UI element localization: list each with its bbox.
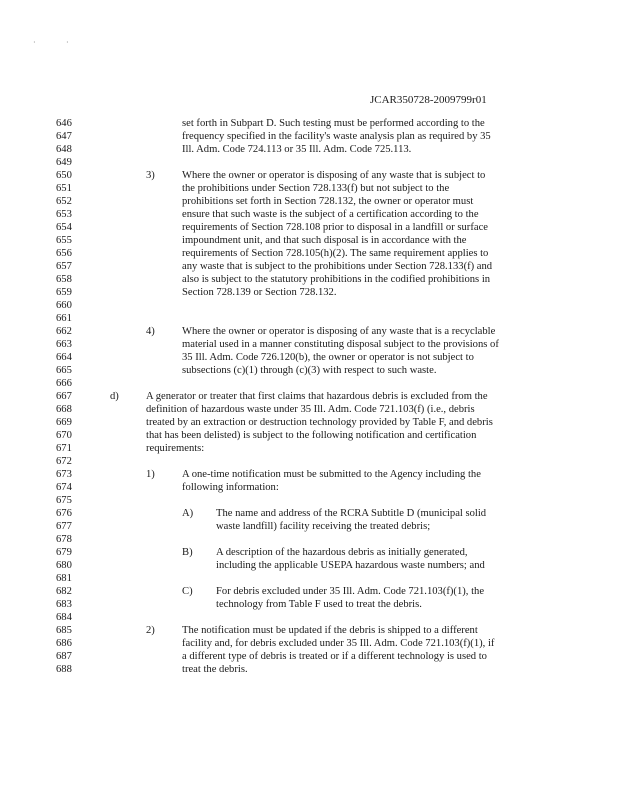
line-number: 681 [56, 573, 72, 584]
text-line: material used in a manner constituting disposal subject to the provisions of [182, 339, 499, 350]
line-number: 667 [56, 391, 72, 402]
text-line: any waste that is subject to the prohibitions under Section 728.133(f) and [182, 261, 493, 272]
line-number: 649 [56, 157, 72, 168]
text-line: Section 728.139 or Section 728.132. [182, 287, 337, 298]
line-number: 672 [56, 456, 72, 467]
text-line: A one-time notification must be submitted to the Agency including the [182, 469, 481, 480]
line-number: 657 [56, 261, 72, 272]
line-number: 660 [56, 300, 72, 311]
text-line: treated by an extraction or destruction technology provided by Table F, and debris [146, 417, 493, 428]
line-number: 682 [56, 586, 72, 597]
document-header: JCAR350728-2009799r01 [370, 94, 487, 106]
line-number: 685 [56, 625, 72, 636]
line-number: 686 [56, 638, 72, 649]
line-number: 679 [56, 547, 72, 558]
text-line: requirements: [146, 443, 205, 454]
line-number: 684 [56, 612, 72, 623]
line-number: 673 [56, 469, 72, 480]
line-number: 647 [56, 131, 72, 142]
line-number: 683 [56, 599, 72, 610]
line-number: 666 [56, 378, 72, 389]
item-label-A: A) [182, 508, 194, 519]
line-number: 646 [56, 118, 72, 129]
item-label-d: d) [110, 391, 119, 402]
text-line: that has been delisted) is subject to the following notification and certification [146, 430, 477, 441]
text-line: For debris excluded under 35 Ill. Adm. Code 721.103(f)(1), the [216, 586, 485, 597]
text-line: Where the owner or operator is disposing of any waste that is a recyclable [182, 326, 496, 337]
text-line: following information: [182, 482, 279, 493]
text-line: prohibitions set forth in Section 728.132, the owner or operator must [182, 196, 474, 207]
text-line: frequency specified in the facility's waste analysis plan as required by 35 [182, 131, 491, 142]
text-line: Where the owner or operator is disposing of any waste that is subject to [182, 170, 486, 181]
line-number: 658 [56, 274, 72, 285]
text-line: Ill. Adm. Code 724.113 or 35 Ill. Adm. Code 725.113. [182, 144, 412, 155]
text-line: A description of the hazardous debris as initially generated, [216, 547, 468, 558]
line-number: 669 [56, 417, 72, 428]
text-line: set forth in Subpart D. Such testing must be performed according to the [182, 118, 485, 129]
text-line: 35 Ill. Adm. Code 726.120(b), the owner or operator is not subject to [182, 352, 474, 363]
text-line: facility and, for debris excluded under 35 Ill. Adm. Code 721.103(f)(1), if [182, 638, 495, 649]
line-number: 680 [56, 560, 72, 571]
line-number: 659 [56, 287, 72, 298]
line-number: 653 [56, 209, 72, 220]
text-line: The name and address of the RCRA Subtitle D (municipal solid [216, 508, 487, 519]
item-label-C: C) [182, 586, 193, 597]
text-line: subsections (c)(1) through (c)(3) with respect to such waste. [182, 365, 437, 376]
line-number: 678 [56, 534, 72, 545]
line-number: 671 [56, 443, 72, 454]
text-line: waste landfill) facility receiving the treated debris; [216, 521, 431, 532]
item-label-B: B) [182, 547, 193, 558]
text-line: The notification must be updated if the debris is shipped to a different [182, 625, 478, 636]
item-label-4: 4) [146, 326, 155, 337]
line-number: 668 [56, 404, 72, 415]
line-number: 661 [56, 313, 72, 324]
text-line: the prohibitions under Section 728.133(f) but not subject to the [182, 183, 450, 194]
text-line: treat the debris. [182, 664, 248, 675]
text-line: ensure that such waste is the subject of a certification according to the [182, 209, 479, 220]
line-number: 675 [56, 495, 72, 506]
item-label-3: 3) [146, 170, 155, 181]
text-line: definition of hazardous waste under 35 Ill. Adm. Code 721.103(f) (i.e., debris [146, 404, 475, 415]
text-line: requirements of Section 728.105(h)(2). The same requirement applies to [182, 248, 489, 259]
line-number: 665 [56, 365, 72, 376]
line-number: 676 [56, 508, 72, 519]
text-line: also is subject to the statutory prohibitions in the codified prohibitions in [182, 274, 491, 285]
text-line: a different type of debris is treated or if a different technology is used to [182, 651, 487, 662]
text-line: A generator or treater that first claims that hazardous debris is excluded from the [146, 391, 488, 402]
line-number: 654 [56, 222, 72, 233]
line-number: 651 [56, 183, 72, 194]
line-number: 652 [56, 196, 72, 207]
line-number: 664 [56, 352, 72, 363]
line-number: 656 [56, 248, 72, 259]
stray-mark: · [33, 38, 36, 47]
stray-mark: · [66, 38, 69, 47]
line-number: 662 [56, 326, 72, 337]
line-number: 663 [56, 339, 72, 350]
line-number: 687 [56, 651, 72, 662]
line-number: 688 [56, 664, 72, 675]
line-number: 655 [56, 235, 72, 246]
item-label-d2: 2) [146, 625, 155, 636]
text-line: technology from Table F used to treat the debris. [216, 599, 422, 610]
text-line: including the applicable USEPA hazardous waste numbers; and [216, 560, 485, 571]
line-number: 677 [56, 521, 72, 532]
line-number: 674 [56, 482, 72, 493]
item-label-d1: 1) [146, 469, 155, 480]
line-number: 670 [56, 430, 72, 441]
line-number: 650 [56, 170, 72, 181]
line-number: 648 [56, 144, 72, 155]
text-line: impoundment unit, and that such disposal is in accordance with the [182, 235, 467, 246]
text-line: requirements of Section 728.108 prior to disposal in a landfill or surface [182, 222, 488, 233]
